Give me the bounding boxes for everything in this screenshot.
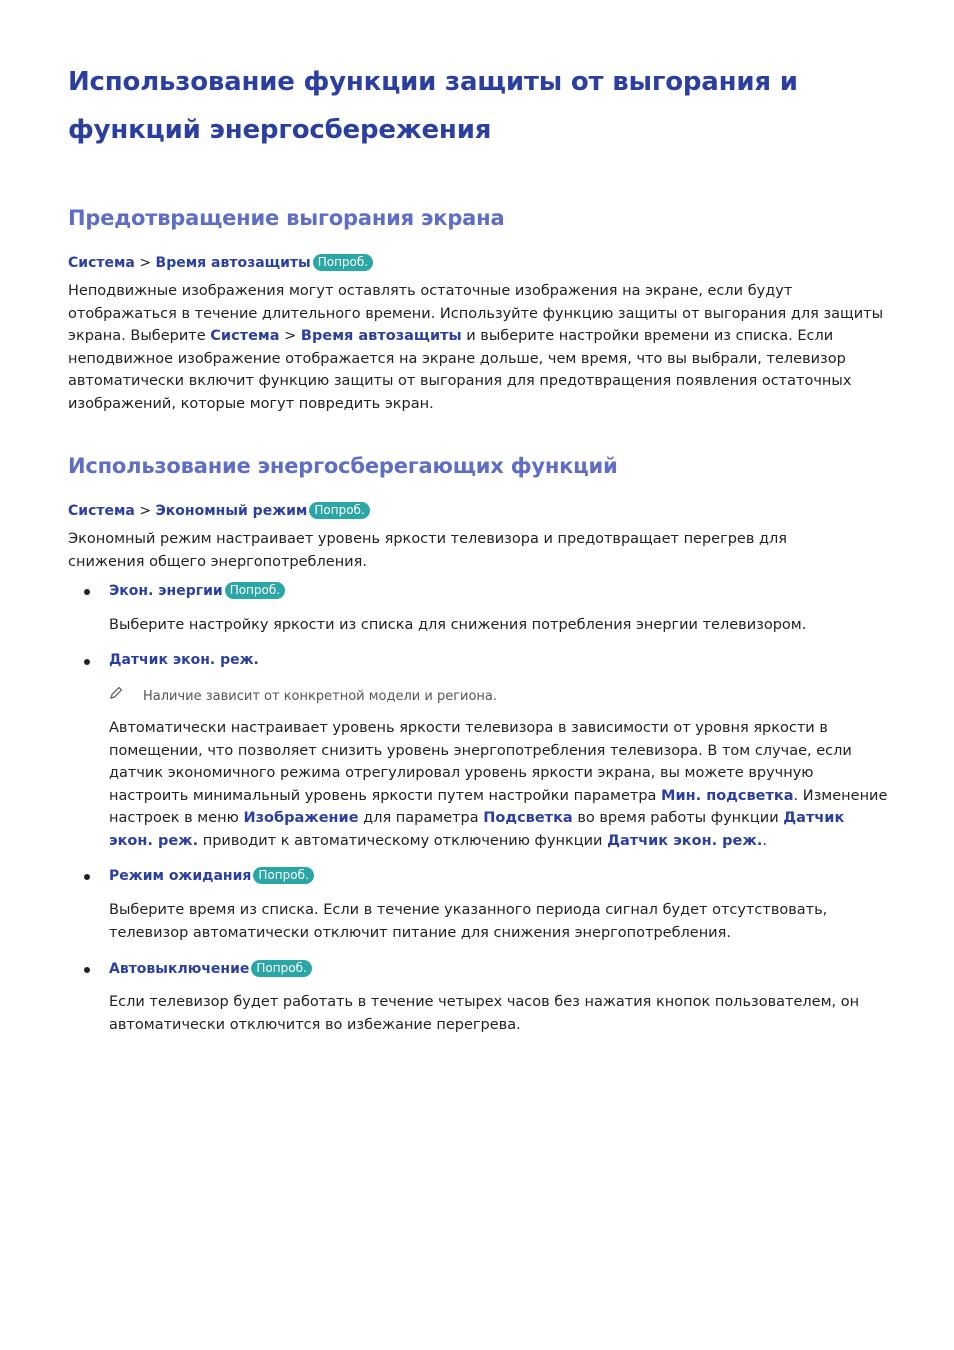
- eco-sensor-link[interactable]: Датчик экон. реж.: [607, 832, 763, 849]
- menu-path-burn-protection: [68, 254, 373, 271]
- list-item-standby-mode: [109, 867, 314, 884]
- list-item-energy-saving: [109, 582, 285, 599]
- standby-mode-description: Выберите время из списка. Если в течение указанного периода сигнал будет отсутствовать, телевизор автоматически отключит питание для снижения энергопотребления.: [109, 902, 828, 941]
- picture-link[interactable]: Изображение: [243, 810, 359, 826]
- text-fragment: и выберите настройки времени из списка. Если неподвижное изображение отображается на экране дольше, чем время, что вы выбрали, телевизор автоматически включит функцию защиты от выгорания для предотвращения появления остаточных изображений, которые могут повредить экран.: [68, 328, 852, 412]
- bullet-dot: [84, 589, 90, 595]
- energy-saving-description: Выберите настройку яркости из списка для снижения потребления энергии телевизором.: [109, 617, 807, 633]
- eco-sensor-link[interactable]: Датчик экон. реж.: [109, 810, 845, 849]
- system-link[interactable]: Система: [210, 328, 280, 344]
- auto-protection-time-link[interactable]: Время автозащиты: [300, 328, 462, 344]
- burn-protection-description: [68, 280, 888, 415]
- backlight-link[interactable]: Подсветка: [483, 810, 573, 826]
- menu-path-root-link[interactable]: Система: [68, 503, 135, 519]
- menu-path-auto-protection-link[interactable]: Время автозащиты: [155, 255, 311, 271]
- availability-note: Наличие зависит от конкретной модели и региона.: [143, 689, 498, 704]
- auto-power-off-link[interactable]: Автовыключение: [109, 961, 250, 977]
- try-now-badge[interactable]: Попроб.: [253, 867, 313, 884]
- eco-mode-intro: Экономный режим настраивает уровень яркости телевизора и предотвращает перегрев для снижения общего энергопотребления.: [68, 531, 788, 570]
- pencil-note-icon: [108, 685, 124, 705]
- text-fragment: во время работы функции: [572, 810, 784, 826]
- menu-path-eco-mode: [68, 502, 370, 519]
- menu-path-root-link[interactable]: Система: [68, 255, 135, 271]
- standby-mode-link[interactable]: Режим ожидания: [109, 868, 252, 884]
- section-heading-energy-saving: Использование энергосберегающих функций: [68, 454, 618, 478]
- try-now-badge[interactable]: Попроб.: [225, 582, 285, 599]
- menu-path-separator: >: [139, 255, 152, 271]
- auto-power-off-description: Если телевизор будет работать в течение четырех часов без нажатия кнопок пользователем, он автоматически отключится во избежание перегрева.: [109, 994, 860, 1033]
- try-now-badge[interactable]: Попроб.: [313, 254, 373, 271]
- eco-sensor-description: [109, 717, 889, 852]
- bullet-dot: [84, 967, 90, 973]
- section-heading-burn-protection: Предотвращение выгорания экрана: [68, 206, 505, 230]
- list-item-auto-power-off: [109, 960, 312, 977]
- text-fragment: . Изменение настроек в меню: [109, 787, 888, 826]
- text-fragment: приводит к автоматическому отключению функции: [198, 832, 608, 849]
- bullet-dot: [84, 874, 90, 880]
- try-now-badge[interactable]: Попроб.: [251, 960, 311, 977]
- text-fragment: Автоматически настраивает уровень яркости телевизора в зависимости от уровня яркости в помещении, что позволяет снизить уровень энергопотребления телевизора. В том случае, если датчик экономичного режима отрегулировал уровень яркости экрана, вы можете вручную настроить минимальный уровень яркости путем настройки параметра: [109, 720, 852, 804]
- menu-path-eco-mode-link[interactable]: Экономный режим: [155, 503, 308, 519]
- text-fragment: >: [279, 328, 301, 344]
- try-now-badge[interactable]: Попроб.: [309, 502, 369, 519]
- menu-path-separator: >: [139, 503, 152, 519]
- text-fragment: для параметра: [358, 810, 484, 826]
- min-backlight-link[interactable]: Мин. подсветка: [661, 787, 794, 804]
- list-item-eco-sensor: [109, 652, 259, 668]
- text-fragment: .: [762, 832, 767, 849]
- eco-sensor-link[interactable]: Датчик экон. реж.: [109, 652, 259, 668]
- bullet-dot: [84, 659, 90, 665]
- energy-saving-link[interactable]: Экон. энергии: [109, 583, 223, 599]
- page-title: Использование функции защиты от выгорания и функций энергосбережения: [68, 67, 798, 145]
- text-fragment: Неподвижные изображения могут оставлять остаточные изображения на экране, если будут отображаться в течение длительного времени. Используйте функцию защиты от выгорания для защиты экрана. Выберите: [68, 283, 884, 344]
